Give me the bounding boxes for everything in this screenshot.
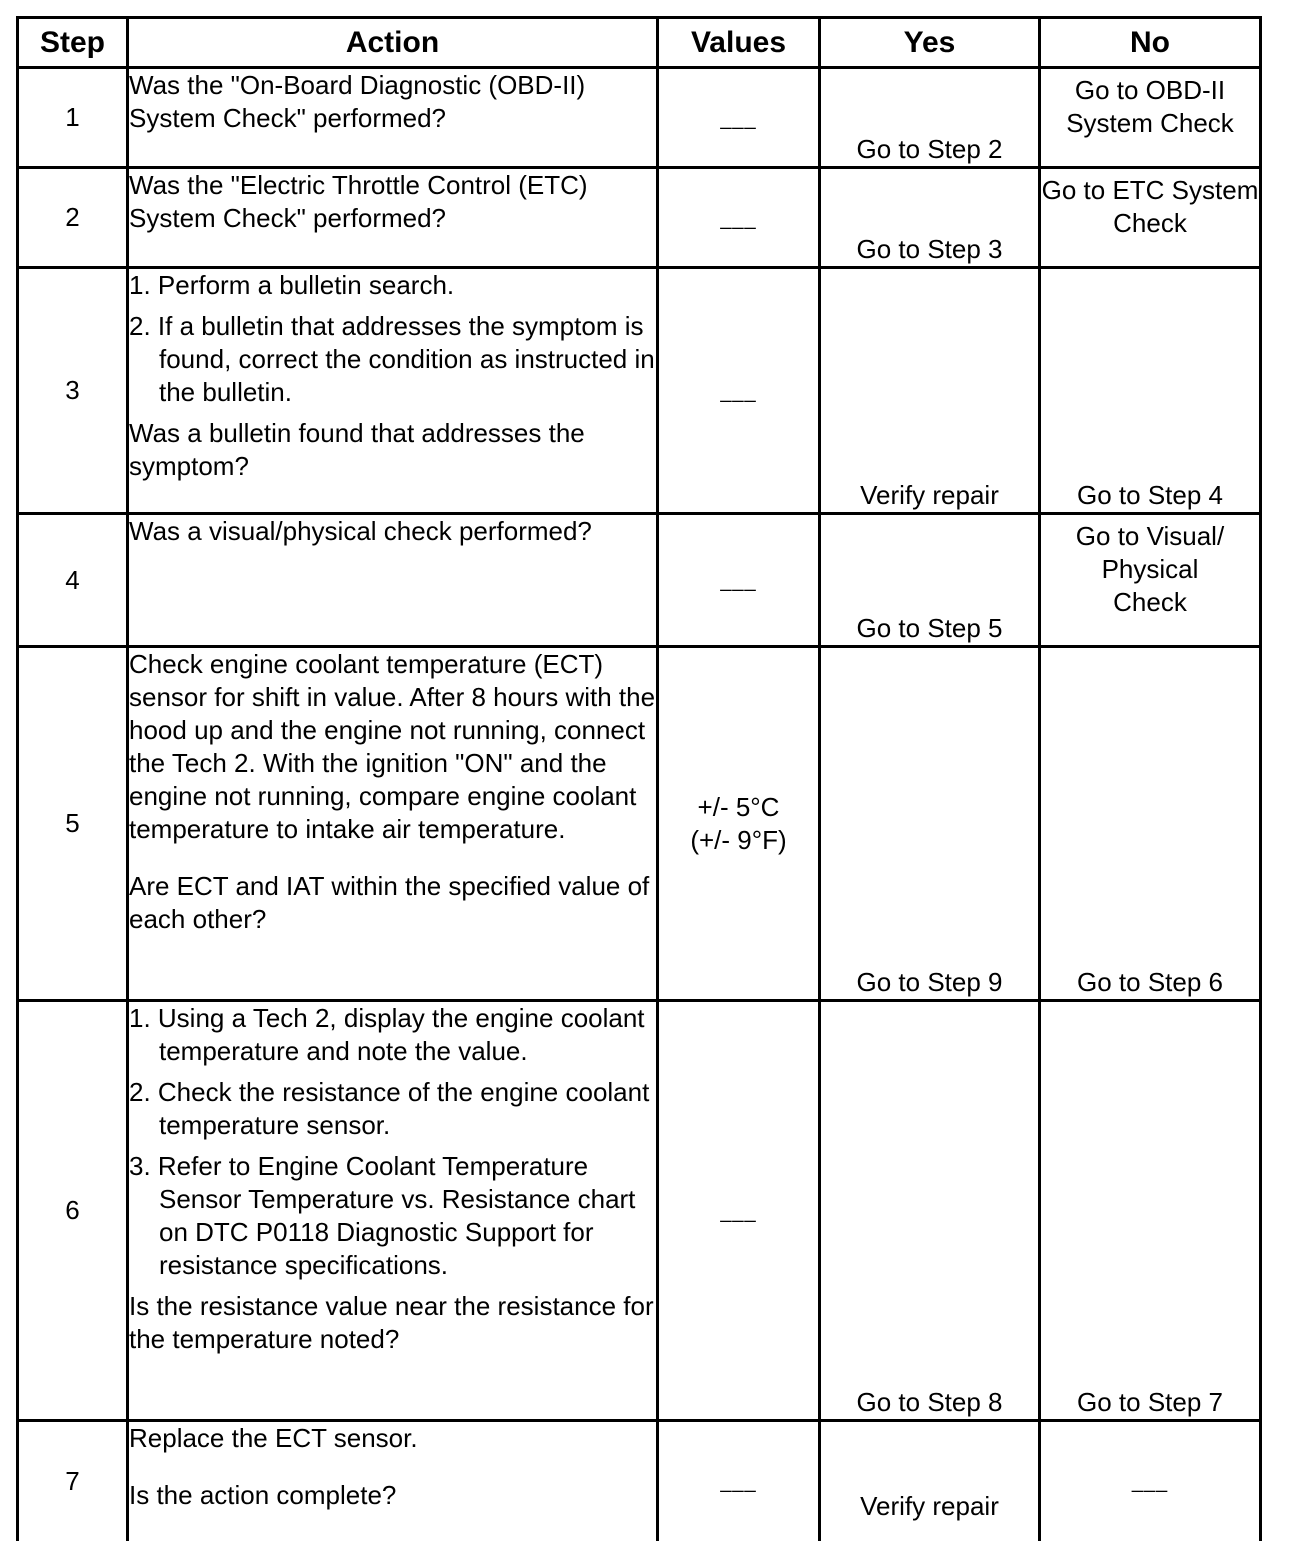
list-item: 1. Using a Tech 2, display the engine coolant temperature and note the value. [129, 1003, 645, 1066]
action-question: Are ECT and IAT within the specified value of each other? [129, 871, 650, 934]
step-number: 3 [18, 268, 128, 514]
no-cell [1040, 514, 1261, 647]
action-list [129, 269, 656, 409]
table-row-step-2 [18, 168, 1261, 268]
table-row-step-6 [18, 1001, 1261, 1421]
action-text: Was a visual/physical check performed? [129, 516, 592, 546]
list-item: 1. Perform a bulletin search. [129, 270, 455, 300]
yes-cell: Verify repair [820, 1421, 1040, 1541]
step-number: 4 [18, 514, 128, 647]
action-text: Check engine coolant temperature (ECT) sensor for shift in value. After 8 hours with the hood up and the engine not running, connect the Tech 2. With the ignition "ON" and the engine not running, compare engine coolant temperature to intake air temperature. [129, 649, 656, 844]
action-question: Is the action complete? [129, 1480, 397, 1510]
no-text: ___ [1131, 1471, 1169, 1494]
step-number: 2 [18, 168, 128, 268]
table-row-step-4 [18, 514, 1261, 647]
values-cell [658, 1421, 820, 1541]
table-row-step-5 [18, 647, 1261, 1001]
action-cell [128, 168, 658, 268]
values-cell [658, 647, 820, 1001]
action-cell [128, 68, 658, 168]
action-question: Is the resistance value near the resistance for the temperature noted? [129, 1291, 654, 1354]
step-number: 7 [18, 1421, 128, 1541]
no-cell: Go to OBD-II System Check [1040, 68, 1261, 168]
yes-cell: Go to Step 9 [820, 647, 1040, 1001]
values-text: ___ [720, 1471, 757, 1494]
no-cell: Go to Step 4 [1040, 268, 1261, 514]
header-yes: Yes [820, 18, 1040, 68]
header-values: Values [658, 18, 820, 68]
values-line-celsius: +/- 5°C [697, 791, 780, 822]
table-row-step-1 [18, 68, 1261, 168]
values-text: ___ [720, 380, 757, 403]
list-item: 3. Refer to Engine Coolant Temperature Sensor Temperature vs. Resistance chart on DTC P0118 Diagnostic Support for resistance specifications. [129, 1151, 636, 1280]
values-text: ___ [720, 1200, 757, 1223]
step-number: 5 [18, 647, 128, 1001]
values-text: ___ [720, 107, 757, 130]
no-text: Go to Visual/ Physical Check [1075, 521, 1225, 617]
yes-cell: Go to Step 2 [820, 68, 1040, 168]
action-cell [128, 1001, 658, 1421]
step-number: 1 [18, 68, 128, 168]
action-cell [128, 268, 658, 514]
list-item: 2. If a bulletin that addresses the symptom is found, correct the condition as instructed in the bulletin. [129, 311, 655, 407]
yes-cell: Verify repair [820, 268, 1040, 514]
header-action: Action [128, 18, 658, 68]
yes-cell: Go to Step 3 [820, 168, 1040, 268]
values-text: ___ [720, 207, 757, 230]
values-text: ___ [720, 570, 757, 592]
action-question: Was a bulletin found that addresses the symptom? [129, 418, 585, 481]
action-text: Was the "On-Board Diagnostic (OBD-II) System Check" performed? [129, 70, 586, 133]
values-cell [658, 268, 820, 514]
list-item: 2. Check the resistance of the engine coolant temperature sensor. [129, 1077, 650, 1140]
action-cell [128, 647, 658, 1001]
values-cell [658, 168, 820, 268]
values-cell [658, 514, 820, 647]
table-row-step-7 [18, 1421, 1261, 1541]
action-list [129, 1002, 656, 1282]
header-no: No [1040, 18, 1261, 68]
action-text: Was the "Electric Throttle Control (ETC) System Check" performed? [129, 170, 588, 233]
yes-cell: Go to Step 8 [820, 1001, 1040, 1421]
header-row [18, 18, 1261, 68]
action-text: Replace the ECT sensor. [129, 1423, 418, 1453]
action-cell [128, 514, 658, 647]
action-cell [128, 1421, 658, 1541]
table-row-step-3 [18, 268, 1261, 514]
step-number: 6 [18, 1001, 128, 1421]
values-cell [658, 68, 820, 168]
no-cell: Go to Step 6 [1040, 647, 1261, 1001]
header-step: Step [18, 18, 128, 68]
no-cell: Go to Step 7 [1040, 1001, 1261, 1421]
diagnostic-table [16, 16, 1262, 1541]
values-cell [658, 1001, 820, 1421]
yes-cell: Go to Step 5 [820, 514, 1040, 647]
values-line-fahrenheit: (+/- 9°F) [690, 824, 787, 855]
no-cell [1040, 1421, 1261, 1541]
no-cell: Go to ETC System Check [1040, 168, 1261, 268]
